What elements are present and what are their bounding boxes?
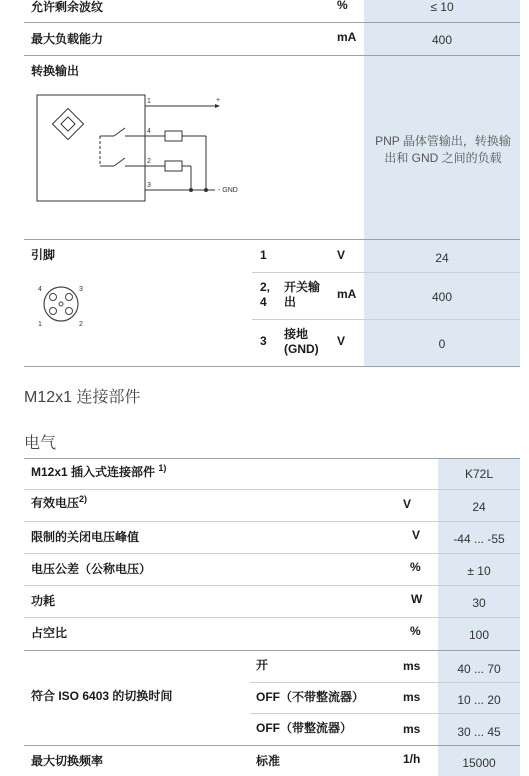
sensor-box [37, 95, 145, 201]
plus-label: + [216, 97, 221, 104]
elec-row-value: 30 [472, 596, 486, 610]
svg-text:3: 3 [79, 286, 83, 293]
switch-cond: OFF（不带整流器） [256, 690, 364, 704]
freq-cond: 标准 [256, 754, 281, 768]
row-unit-ripple: % [337, 0, 348, 12]
elec-row-label: 功耗 [31, 594, 56, 608]
elec-row-unit: V [403, 497, 412, 511]
pin-value: 400 [431, 290, 453, 304]
elec-row-value: -44 ... -55 [453, 532, 505, 546]
row-divider [24, 553, 520, 554]
row-value-max-load: 400 [431, 33, 453, 47]
row-divider [252, 272, 520, 273]
freq-unit: 1/h [403, 752, 421, 766]
row-label-switch-output: 转换输出 [31, 64, 80, 78]
pin-unit: mA [337, 287, 357, 301]
switch-cond: OFF（带整流器） [256, 721, 352, 735]
switch-unit: ms [403, 659, 421, 673]
switch-cond: 开 [256, 658, 269, 672]
pin-number: 3 [260, 334, 267, 348]
row-divider [24, 650, 520, 651]
row-value-switch-output: PNP 晶体管输出，转换输出和 GND 之间的负载 [375, 134, 511, 165]
elec-row-unit: V [412, 528, 421, 542]
pin-value: 24 [435, 251, 449, 265]
switch-value: 30 ... 45 [457, 725, 501, 739]
svg-text:4: 4 [38, 286, 42, 293]
pin-unit: V [337, 334, 346, 348]
row-divider [250, 713, 520, 714]
elec-row-value: K72L [464, 467, 494, 481]
elec-row-label: 占空比 [31, 626, 68, 640]
switch-time-label: 符合 ISO 6403 的切换时间 [31, 689, 173, 703]
row-divider [252, 319, 520, 320]
elec-row-value: ± 10 [467, 564, 491, 578]
elec-row-label: 限制的关闭电压峰值 [31, 530, 140, 544]
row-divider [24, 617, 520, 618]
svg-text:1: 1 [38, 321, 42, 328]
row-divider [24, 585, 520, 586]
pin-name: 开关输出 [284, 280, 321, 309]
pin-name: 接地 (GND) [284, 327, 319, 356]
row-divider [24, 489, 520, 490]
elec-row-unit: W [411, 592, 423, 606]
switch-value: 40 ... 70 [457, 662, 501, 676]
row-divider [250, 682, 520, 683]
row-value-ripple: ≤ 10 [430, 0, 454, 14]
row-unit-max-load: mA [337, 30, 357, 44]
section-title: M12x1 连接部件 [24, 389, 141, 406]
pin-unit: V [337, 248, 346, 262]
elec-row-unit: % [410, 624, 421, 638]
row-divider [24, 55, 520, 56]
elec-row-label: 电压公差（公称电压） [31, 562, 152, 576]
row-divider [24, 366, 520, 367]
pin-number: 2, 4 [260, 280, 271, 309]
gnd-label: - GND [218, 187, 238, 194]
switch-unit: ms [403, 722, 421, 736]
pin-label: 3 [147, 182, 151, 189]
switch-value: 10 ... 20 [457, 693, 501, 707]
elec-row-label: M12x1 插入式连接部件 $^{1)}$ [31, 463, 167, 479]
row-divider [252, 239, 520, 240]
row-divider [24, 521, 520, 522]
pin-section-label: 引脚 [31, 248, 56, 262]
row-label-max-load: 最大负载能力 [31, 32, 104, 46]
elec-row-value: 100 [468, 628, 490, 642]
pin-label: 1 [147, 98, 151, 105]
elec-row-unit: % [410, 560, 421, 574]
elec-row-value: 24 [472, 500, 486, 514]
pin-label: 4 [147, 128, 151, 135]
switch-unit: ms [403, 690, 421, 704]
row-divider [24, 745, 520, 746]
subsection-title: 电气 [24, 435, 57, 452]
elec-row-label: 有效电压$^{2)}$ [31, 494, 88, 510]
svg-text:2: 2 [79, 321, 83, 328]
table-top-border [24, 458, 520, 459]
row-label-ripple: 允许剩余波纹 [31, 0, 104, 14]
row-divider [24, 22, 520, 23]
pin-label: 2 [147, 158, 151, 165]
freq-value: 15000 [462, 756, 496, 770]
freq-label: 最大切换频率 [31, 754, 104, 768]
pin-number: 1 [260, 248, 267, 262]
wiring-diagram [30, 88, 260, 208]
sensor-symbol-icon [52, 108, 83, 139]
pin-value: 0 [438, 337, 446, 351]
connector-pinout-icon [36, 282, 86, 330]
